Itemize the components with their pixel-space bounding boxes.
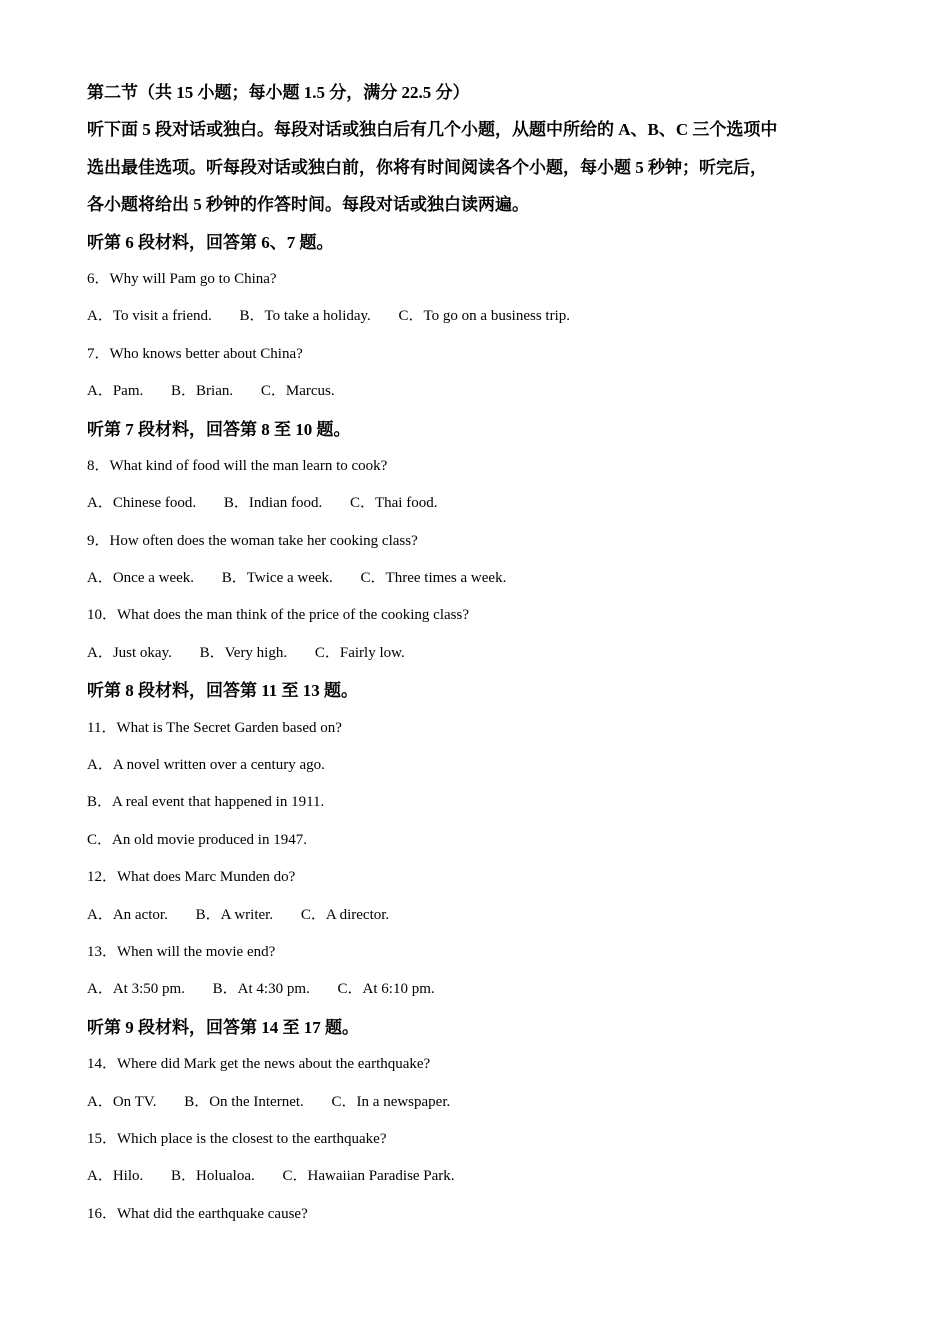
option-b: B．On the Internet. <box>184 1093 304 1110</box>
option-b: B．A real event that happened in 1911. <box>87 794 325 811</box>
option-row <box>87 1158 877 1195</box>
group-heading: 听第 9 段材料，回答第 14 至 17 题。 <box>87 1017 359 1037</box>
question-stem: 12．What does Marc Munden do? <box>87 869 296 886</box>
question-stem: 8．What kind of food will the man learn to cook? <box>87 457 388 474</box>
option-c: C．Fairly low. <box>314 644 405 661</box>
option-a: A．An actor. <box>87 906 168 923</box>
question-stem: 9．How often does the woman take her cooking class? <box>87 532 418 549</box>
option-c: C．A director. <box>300 906 390 923</box>
option-row <box>87 298 877 335</box>
option-b: B．At 4:30 pm. <box>212 981 310 998</box>
instructions-line: 选出最佳选项。听每段对话或独白前，你将有时间阅读各个小题，每小题 5 秒钟；听完后， <box>87 157 767 177</box>
option-a: A．Once a week. <box>87 570 195 587</box>
option-a: A．Chinese food. <box>87 495 197 512</box>
question-stem: 7．Who knows better about China? <box>87 345 303 362</box>
group-heading: 听第 8 段材料，回答第 11 至 13 题。 <box>87 681 359 701</box>
option-c: C．Thai food. <box>349 495 438 512</box>
question-stem: 14．Where did Mark get the news about the earthquake? <box>87 1056 431 1073</box>
instructions-line: 听下面 5 段对话或独白。每段对话或独白后有几个小题，从题中所给的 A、B、C 三个选项中 <box>87 120 778 140</box>
option-c: C．Hawaiian Paradise Park. <box>282 1168 455 1185</box>
option-c: C．Marcus. <box>260 383 335 400</box>
option-b: B．Brian. <box>171 383 234 400</box>
section-title: 第二节（共 15 小题；每小题 1.5 分，满分 22.5 分） <box>87 83 470 102</box>
exam-page <box>87 74 877 1233</box>
option-c: C．At 6:10 pm. <box>337 981 435 998</box>
option-a: A．At 3:50 pm. <box>87 981 185 998</box>
option-b: B．Twice a week. <box>221 570 333 587</box>
option-c: C．In a newspaper. <box>331 1093 451 1110</box>
option-row <box>87 971 877 1008</box>
option-c: C．To go on a business trip. <box>398 308 570 325</box>
question-stem: 16．What did the earthquake cause? <box>87 1205 308 1222</box>
group-heading: 听第 6 段材料，回答第 6、7 题。 <box>87 232 334 252</box>
option-b: B．Indian food. <box>223 495 323 512</box>
option-a: A．To visit a friend. <box>87 308 212 325</box>
question-stem: 11．What is The Secret Garden based on? <box>87 719 342 736</box>
option-row <box>87 1084 877 1121</box>
option-a: A．Pam. <box>87 383 144 400</box>
option-row <box>87 897 877 934</box>
option-a: A．A novel written over a century ago. <box>87 757 325 774</box>
option-a: A．Hilo. <box>87 1168 144 1185</box>
option-row <box>87 560 877 597</box>
group-heading: 听第 7 段材料，回答第 8 至 10 题。 <box>87 419 351 439</box>
option-c: C．Three times a week. <box>360 570 507 587</box>
option-row <box>87 635 877 672</box>
option-c: C．An old movie produced in 1947. <box>87 831 307 848</box>
option-b: B．A writer. <box>195 906 274 923</box>
option-b: B．Very high. <box>199 644 288 661</box>
instructions-line: 各小题将给出 5 秒钟的作答时间。每段对话或独白读两遍。 <box>87 195 529 215</box>
option-row <box>87 373 877 410</box>
option-row <box>87 485 877 522</box>
option-b: B．Holualoa. <box>171 1168 255 1185</box>
question-stem: 13．When will the movie end? <box>87 943 276 960</box>
option-b: B．To take a holiday. <box>239 308 371 325</box>
option-a: A．On TV. <box>87 1093 157 1110</box>
question-stem: 15．Which place is the closest to the earthquake? <box>87 1130 387 1147</box>
option-a: A．Just okay. <box>87 644 172 661</box>
question-stem: 10．What does the man think of the price of the cooking class? <box>87 607 469 624</box>
question-stem: 6．Why will Pam go to China? <box>87 270 277 287</box>
